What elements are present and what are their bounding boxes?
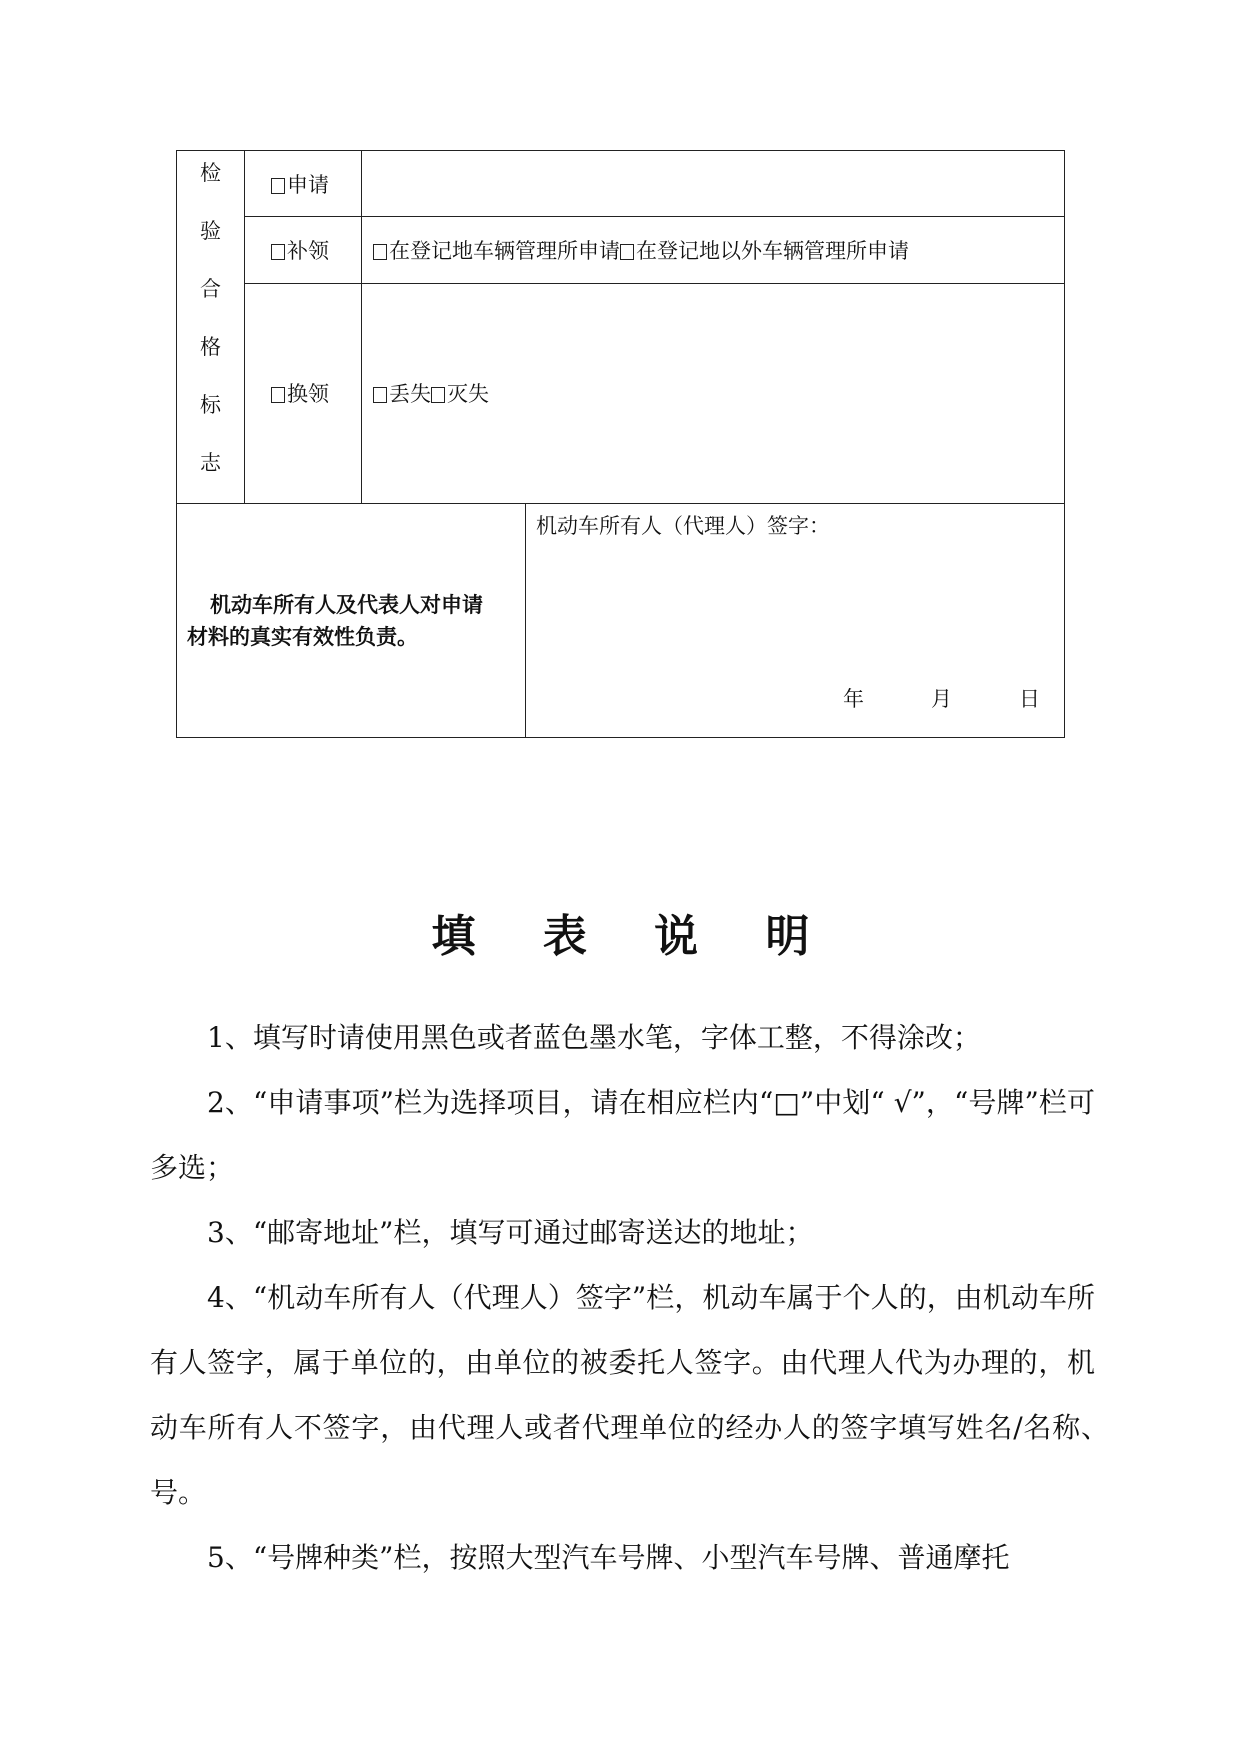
checkbox[interactable] (373, 244, 387, 260)
option-label: 补领 (287, 239, 329, 264)
section-label-char: 合 (200, 277, 221, 301)
checkbox[interactable] (373, 387, 387, 403)
inspection-mark-form (176, 150, 1065, 738)
instruction-item: 3、“邮寄地址”栏，填写可通过邮寄送达的地址； (207, 1216, 814, 1249)
section-label-char: 标 (200, 393, 221, 417)
section-label-char: 验 (200, 219, 221, 243)
signature-cell[interactable] (526, 504, 1065, 738)
date-day-label: 日 (1019, 687, 1040, 711)
detail-option-label: 灭失 (447, 382, 489, 407)
section-label-char: 志 (200, 451, 221, 475)
option-replace[interactable] (245, 283, 362, 503)
option-reissue[interactable] (245, 217, 362, 283)
section-label-char: 检 (200, 161, 221, 185)
date-year-label: 年 (843, 687, 864, 711)
declaration-text: 机动车所有人及代表人对申请 (210, 591, 483, 617)
detail-cell-reissue (362, 217, 1065, 283)
option-label: 申请 (287, 172, 329, 197)
section-label-inspection-mark (177, 151, 245, 504)
declaration-cell (177, 504, 526, 738)
instruction-item: 5、“号牌种类”栏，按照大型汽车号牌、小型汽车号牌、普通摩托 (207, 1541, 1010, 1574)
date-month-label: 月 (931, 687, 952, 711)
checkbox[interactable] (271, 387, 285, 403)
detail-option-label: 在登记地以外车辆管理所申请 (636, 239, 909, 264)
option-label: 换领 (287, 382, 329, 407)
instruction-item: 1、填写时请使用黑色或者蓝色墨水笔，字体工整，不得涂改； (207, 1021, 981, 1054)
checkbox[interactable] (271, 178, 285, 194)
detail-cell-apply (362, 151, 1065, 217)
checkbox[interactable] (271, 244, 285, 260)
section-label-char: 格 (200, 335, 221, 359)
detail-option-label: 在登记地车辆管理所申请 (389, 239, 620, 264)
declaration-text: 材料的真实有效性负责。 (187, 623, 418, 649)
instruction-item: 4、“机动车所有人（代理人）签字”栏，机动车属于个人的，由机动车所有人签字，属于单位的，由单位的被委托人签字。由代理人代为办理的，机动车所有人不签字，由代理人或者代理单位的经办人的签字填写姓名/名称、 号。 (150, 1281, 1152, 1509)
instructions-title: 填 表 说 明 (431, 911, 836, 962)
checkbox[interactable] (431, 387, 445, 403)
checkbox[interactable] (620, 244, 634, 260)
option-apply[interactable] (245, 151, 362, 217)
detail-cell-replace (362, 283, 1065, 503)
signature-label: 机动车所有人（代理人）签字： (536, 514, 830, 538)
instruction-item: 2、“申请事项”栏为选择项目，请在相应栏内“□”中划“ √”，“号牌”栏可多选； (150, 1086, 1095, 1184)
instructions-list (150, 1005, 1152, 1590)
date-fields (843, 683, 1040, 713)
detail-option-label: 丢失 (389, 382, 431, 407)
